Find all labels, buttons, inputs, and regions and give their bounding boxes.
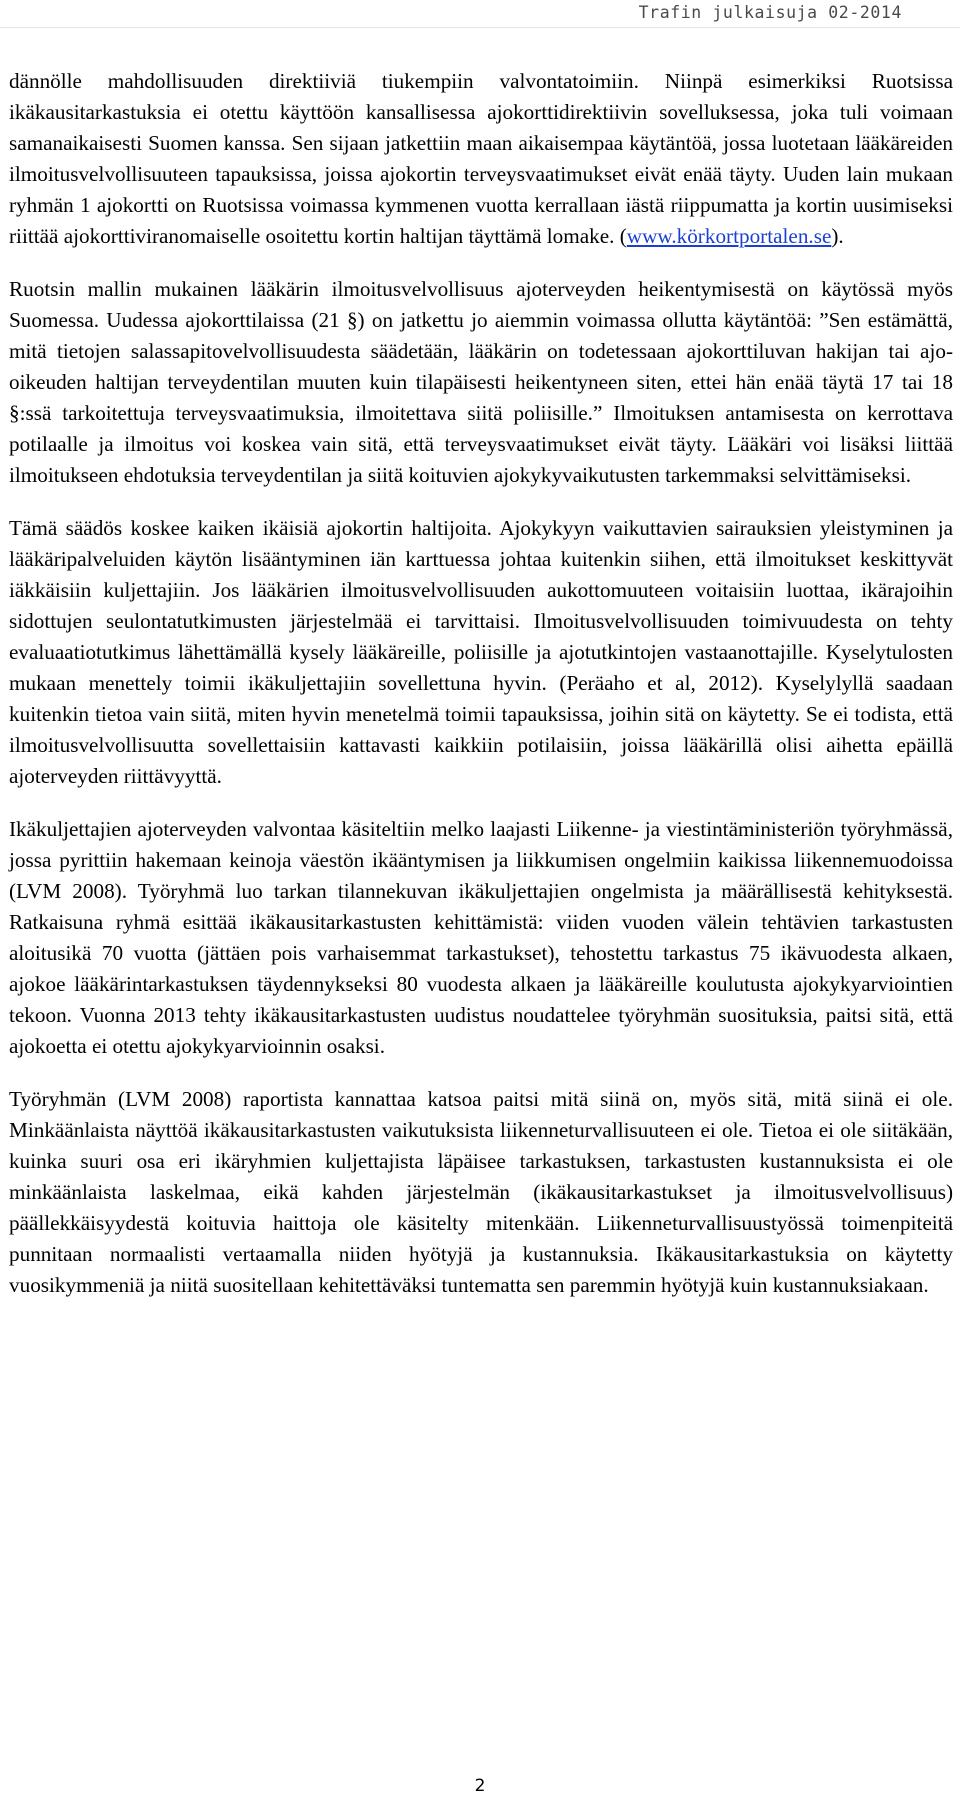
paragraph-2: Ruotsin mallin mukainen lääkärin ilmoitusvelvollisuus ajoterveyden heikentymisestä on käytössä myös Suomessa. Uudessa ajokorttilaissa (21 §) on jatkettu jo aiemmin voimassa ollutta käytäntöä: ”Sen estämättä, mitä tietojen salassapitovelvollisuudesta säädetään, lääkärin on todetessaan ajokorttiluvan hakijan tai ajo-oikeuden haltijan terveydentilan muuten kuin tilapäisesti heikentyneen siten, ettei hän enää täytä 17 tai 18 §:ssä tarkoitettuja terveysvaatimuksia, ilmoitettava siitä poliisille.” Ilmoituksen antamisesta on kerrottava potilaalle ja ilmoitus voi koskea vain sitä, että terveysvaatimukset eivät täyty. Lääkäri voi lisäksi liittää ilmoitukseen ehdotuksia terveydentilan ja siitä koituvien ajokykyvaikutusten tarkemmaksi selvittämiseksi. (9, 277, 953, 487)
paragraph-1-text: dännölle mahdollisuuden direktiiviä tiukempiin valvontatoimiin. Niinpä esimerkiksi Ruotsissa ikäkausitarkastuksia ei otettu käyttöön kansallisessa ajokorttidirektiivin sovelluksessa, joka tuli voimaan samanaikaisesti Suomen kanssa. Sen sijaan jatkettiin maan aikaisempaa käytäntöä, jossa luotetaan lääkäreiden ilmoitusvelvollisuuteen tapauksissa, joissa ajokortin terveysvaatimukset eivät enää täyty. Uuden lain mukaan ryhmän 1 ajokortti on Ruotsissa voimassa kymmenen vuotta kerrallaan iästä riippumatta ja kortin uusimiseksi riittää ajokorttiviranomaiselle osoitettu kortin haltijan täyttämä lomake. ( (9, 69, 953, 248)
document-body (9, 66, 953, 1323)
korkortportalen-link[interactable]: www.körkortportalen.se (626, 224, 832, 248)
paragraph-1 (9, 66, 953, 252)
paragraph-3: Tämä säädös koskee kaiken ikäisiä ajokortin haltijoita. Ajokykyyn vaikuttavien sairauksien yleistyminen ja lääkäripalveluiden käytön lisääntyminen iän karttuessa johtaa kuitenkin siihen, että ilmoitukset keskittyvät iäkkäisiin kuljettajiin. Jos lääkärien ilmoitusvelvollisuuden aukottomuuteen voitaisiin luottaa, ikärajoihin sidottujen seulontatutkimusten järjestelmää ei tarvittaisi. Ilmoitusvelvollisuuden toimivuudesta on tehty evaluaatiotutkimus lähettämällä kysely lääkäreille, poliisille ja ajotutkintojen vastaanottajille. Kyselytulosten mukaan menettely toimii ikäkuljettajiin sovellettuna hyvin. (Peräaho et al, 2012). Kyselylyllä saadaan kuitenkin tietoa vain siitä, miten hyvin menetelmä toimii tapauksissa, joihin sitä on käytetty. Se ei todista, että ilmoitusvelvollisuutta sovellettaisiin kattavasti kaikkiin potilaisiin, joissa lääkärillä olisi aihetta epäillä ajoterveyden riittävyyttä. (9, 516, 953, 788)
header-divider (0, 27, 960, 28)
paragraph-5: Työryhmän (LVM 2008) raportista kannattaa katsoa paitsi mitä siinä on, myös sitä, mitä siinä ei ole. Minkäänlaista näyttöä ikäkausitarkastusten vaikutuksista liikenneturvallisuuteen ei ole. Tietoa ei ole siitäkään, kuinka suuri osa eri ikäryhmien kuljettajista läpäisee tarkastuksen, tarkastusten kustannuksista ei ole minkäänlaista laskelmaa, eikä kahden järjestelmän (ikäkausitarkastukset ja ilmoitusvelvollisuus) päällekkäisyydestä koituvia haittoja ole käsitelty mitenkään. Liikenneturvallisuustyössä toimenpiteitä punnitaan normaalisti vertaamalla niiden hyötyjä ja kustannuksia. Ikäkausitarkastuksia on käytetty vuosikymmeniä ja niitä suositellaan kehitettäväksi tuntematta sen paremmin hyötyjä kuin kustannuksiakaan. (9, 1087, 953, 1297)
paragraph-4: Ikäkuljettajien ajoterveyden valvontaa käsiteltiin melko laajasti Liikenne- ja viestintäministeriön työryhmässä, jossa pyrittiin hakemaan keinoja väestön ikääntymisen ja liikkumisen ongelmiin kaikissa liikennemuodoissa (LVM 2008). Työryhmä luo tarkan tilannekuvan ikäkuljettajien ongelmista ja määrällisestä kehityksestä. Ratkaisuna ryhmä esittää ikäkausitarkastusten kehittämistä: viiden vuoden välein tehtävien tarkastusten aloitusikä 70 vuotta (jättäen pois varhaisemmat tarkastukset), tehostettu tarkastus 75 ikävuodesta alkaen, ajokoe lääkärintarkastuksen täydennykseksi 80 vuodesta alkaen ja lääkäreille koulutusta ajokykyarviointien tekoon. Vuonna 2013 tehty ikäkausitarkastusten uudistus noudattelee työryhmän suosituksia, paitsi sitä, että ajokoetta ei otettu ajokykyarvioinnin osaksi. (9, 817, 953, 1058)
running-header: Trafin julkaisuja 02-2014 (638, 3, 902, 22)
paragraph-1-end: ). (831, 224, 844, 248)
page-number: 2 (474, 1776, 486, 1796)
